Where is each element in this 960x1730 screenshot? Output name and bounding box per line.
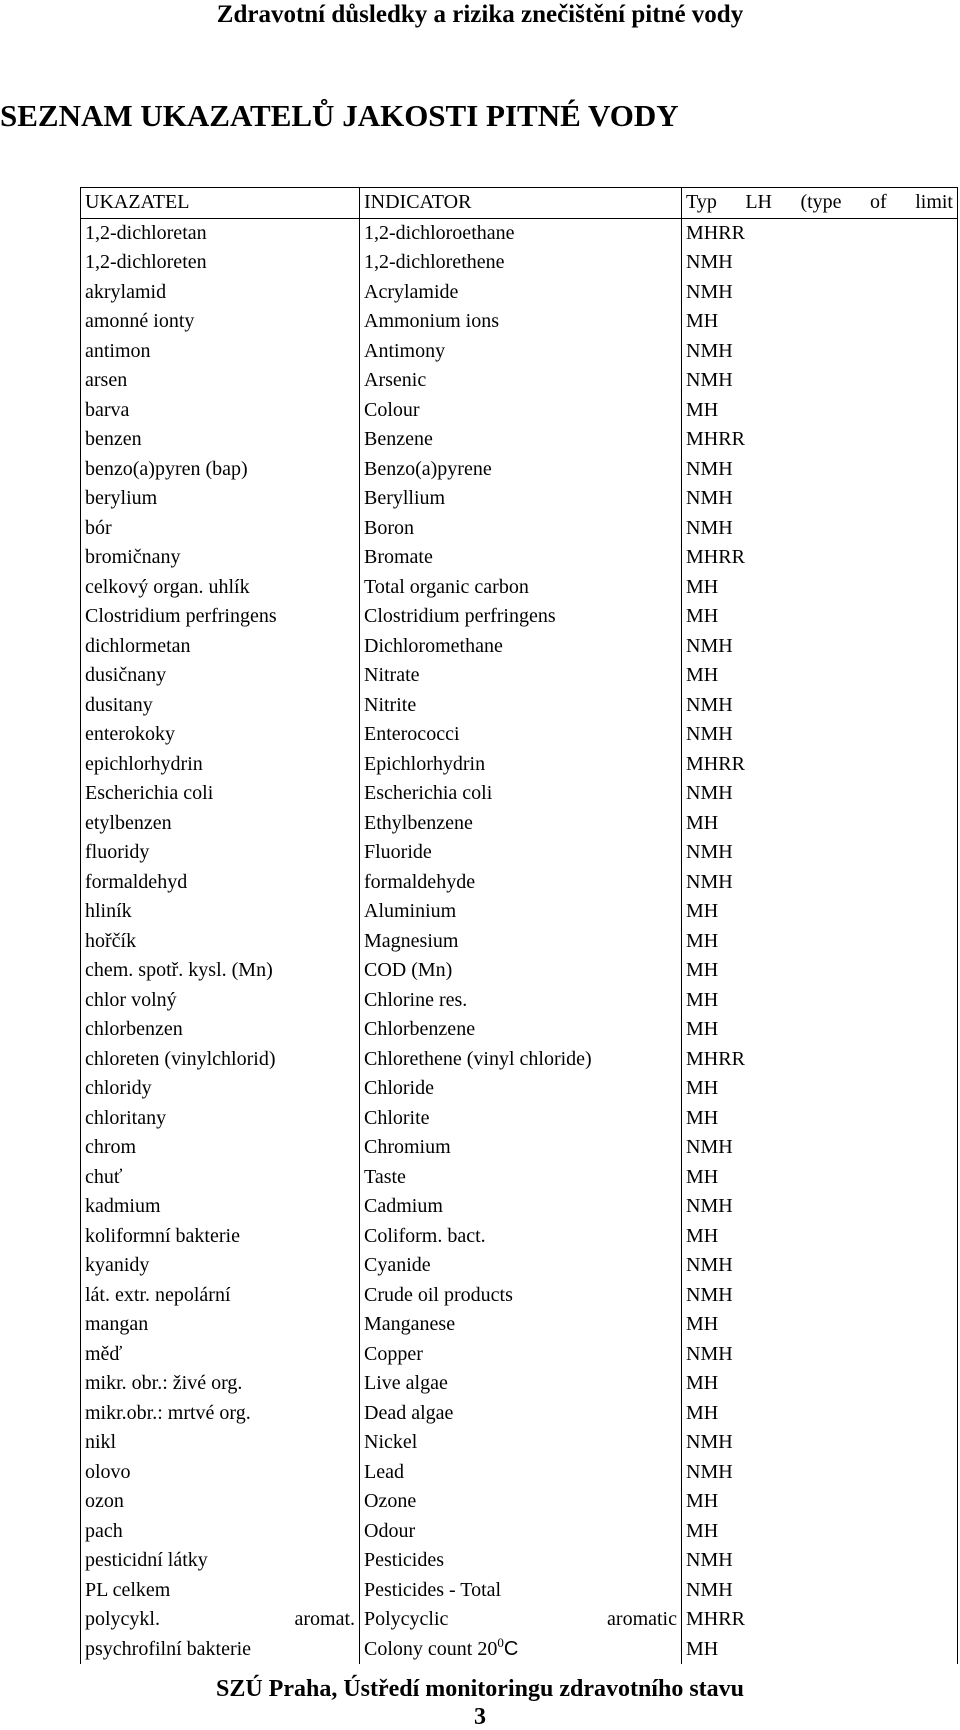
cell-ukazatel: arsen <box>81 366 360 396</box>
cell-indicator: Taste <box>360 1163 682 1193</box>
cell-ukazatel: chlor volný <box>81 986 360 1016</box>
column-header-indicator: INDICATOR <box>360 188 682 219</box>
cell-indicator: Fluoride <box>360 838 682 868</box>
cell-indicator: Chlorine res. <box>360 986 682 1016</box>
cell-ukazatel: Escherichia coli <box>81 779 360 809</box>
cell-ukazatel: enterokoky <box>81 720 360 750</box>
section-title: SEZNAM UKAZATELŮ JAKOSTI PITNÉ VODY <box>0 98 679 133</box>
cell-indicator: Enterococci <box>360 720 682 750</box>
cell-type: NMH <box>682 1546 958 1576</box>
column-header-type-word: Typ <box>686 191 717 213</box>
superscript-degree: 0 <box>497 1634 504 1650</box>
cell-ukazatel: formaldehyd <box>81 868 360 898</box>
cell-indicator: Ethylbenzene <box>360 809 682 839</box>
cell-type: MH <box>682 809 958 839</box>
column-header-ukazatel: UKAZATEL <box>81 188 360 219</box>
celsius-unit: C <box>503 1637 519 1660</box>
cell-ukazatel: PL celkem <box>81 1576 360 1606</box>
cell-ukazatel: kyanidy <box>81 1251 360 1281</box>
cell-ukazatel: amonné ionty <box>81 307 360 337</box>
cell-type: NMH <box>682 1281 958 1311</box>
page-header: Zdravotní důsledky a rizika znečištění pitné vody <box>216 1 744 28</box>
cell-text: Colony count 20 <box>364 1637 498 1660</box>
cell-type: NMH <box>682 1428 958 1458</box>
cell-indicator: Cadmium <box>360 1192 682 1222</box>
cell-indicator: Coliform. bact. <box>360 1222 682 1252</box>
cell-type: NMH <box>682 514 958 544</box>
cell-indicator: Dead algae <box>360 1399 682 1429</box>
cell-indicator: 1,2-dichloroethane <box>360 218 682 248</box>
cell-type: NMH <box>682 632 958 662</box>
cell-indicator: Arsenic <box>360 366 682 396</box>
cell-indicator: Cyanide <box>360 1251 682 1281</box>
footer-organization: SZÚ Praha, Ústředí monitoringu zdravotního stavu <box>215 1676 745 1702</box>
cell-type: MH <box>682 1104 958 1134</box>
cell-indicator: Magnesium <box>360 927 682 957</box>
cell-ukazatel: hliník <box>81 897 360 927</box>
cell-text: aromat. <box>294 1608 355 1630</box>
cell-ukazatel: mikr. obr.: živé org. <box>81 1369 360 1399</box>
cell-text: Polycyclic <box>364 1608 449 1630</box>
cell-ukazatel: ozon <box>81 1487 360 1517</box>
cell-indicator: Pesticides - Total <box>360 1576 682 1606</box>
cell-indicator: Chloride <box>360 1074 682 1104</box>
cell-ukazatel: 1,2-dichloreten <box>81 248 360 278</box>
cell-ukazatel: chem. spotř. kysl. (Mn) <box>81 956 360 986</box>
cell-type: MHRR <box>682 1045 958 1075</box>
cell-type: NMH <box>682 779 958 809</box>
cell-type: MHRR <box>682 750 958 780</box>
cell-type: MH <box>682 956 958 986</box>
cell-indicator: Boron <box>360 514 682 544</box>
cell-ukazatel: dusitany <box>81 691 360 721</box>
cell-type: NMH <box>682 1251 958 1281</box>
cell-ukazatel: pesticidní látky <box>81 1546 360 1576</box>
cell-type: MH <box>682 573 958 603</box>
cell-ukazatel: mangan <box>81 1310 360 1340</box>
cell-indicator: Nitrite <box>360 691 682 721</box>
cell-ukazatel: benzen <box>81 425 360 455</box>
cell-ukazatel: chuť <box>81 1163 360 1193</box>
cell-type: MHRR <box>682 1605 958 1635</box>
cell-indicator: Ammonium ions <box>360 307 682 337</box>
cell-indicator: Colour <box>360 396 682 426</box>
cell-type: MH <box>682 897 958 927</box>
cell-ukazatel: celkový organ. uhlík <box>81 573 360 603</box>
cell-type: MH <box>682 1517 958 1547</box>
cell-ukazatel: chloreten (vinylchlorid) <box>81 1045 360 1075</box>
cell-ukazatel: etylbenzen <box>81 809 360 839</box>
cell-indicator: Lead <box>360 1458 682 1488</box>
cell-indicator: Chlorethene (vinyl chloride) <box>360 1045 682 1075</box>
cell-indicator: Total organic carbon <box>360 573 682 603</box>
cell-indicator: Aluminium <box>360 897 682 927</box>
cell-type: NMH <box>682 248 958 278</box>
cell-ukazatel: berylium <box>81 484 360 514</box>
cell-type: MH <box>682 1222 958 1252</box>
cell-indicator: Clostridium perfringens <box>360 602 682 632</box>
cell-indicator: Nitrate <box>360 661 682 691</box>
cell-text: polycykl. <box>85 1608 160 1630</box>
cell-ukazatel: bór <box>81 514 360 544</box>
cell-ukazatel: benzo(a)pyren (bap) <box>81 455 360 485</box>
column-header-type-word: (type <box>800 191 842 213</box>
cell-type: NMH <box>682 691 958 721</box>
cell-type: NMH <box>682 1576 958 1606</box>
cell-indicator: Nickel <box>360 1428 682 1458</box>
cell-ukazatel: lát. extr. nepolární <box>81 1281 360 1311</box>
cell-type: MH <box>682 1074 958 1104</box>
cell-type: MH <box>682 1635 958 1665</box>
cell-ukazatel: mikr.obr.: mrtvé org. <box>81 1399 360 1429</box>
cell-type: NMH <box>682 278 958 308</box>
cell-type: NMH <box>682 720 958 750</box>
cell-type: MHRR <box>682 543 958 573</box>
cell-indicator: Odour <box>360 1517 682 1547</box>
cell-type: NMH <box>682 455 958 485</box>
cell-ukazatel: 1,2-dichloretan <box>81 218 360 248</box>
cell-indicator: Acrylamide <box>360 278 682 308</box>
cell-type: NMH <box>682 366 958 396</box>
column-header-type-word: limit <box>915 191 953 213</box>
cell-indicator: Chlorbenzene <box>360 1015 682 1045</box>
cell-ukazatel: akrylamid <box>81 278 360 308</box>
cell-type: NMH <box>682 1133 958 1163</box>
cell-ukazatel: koliformní bakterie <box>81 1222 360 1252</box>
cell-indicator: Epichlorhydrin <box>360 750 682 780</box>
cell-type: MH <box>682 986 958 1016</box>
cell-type: NMH <box>682 868 958 898</box>
cell-type: MH <box>682 1399 958 1429</box>
cell-indicator: Dichloromethane <box>360 632 682 662</box>
cell-indicator: Copper <box>360 1340 682 1370</box>
cell-type: MH <box>682 927 958 957</box>
cell-ukazatel: Clostridium perfringens <box>81 602 360 632</box>
cell-ukazatel: epichlorhydrin <box>81 750 360 780</box>
cell-type: NMH <box>682 1192 958 1222</box>
cell-type: MH <box>682 602 958 632</box>
cell-ukazatel: olovo <box>81 1458 360 1488</box>
cell-type: MH <box>682 396 958 426</box>
cell-indicator: Chlorite <box>360 1104 682 1134</box>
cell-type: MH <box>682 1015 958 1045</box>
page-number: 3 <box>474 1704 486 1730</box>
cell-indicator: Chromium <box>360 1133 682 1163</box>
cell-indicator: Benzene <box>360 425 682 455</box>
cell-type: MH <box>682 661 958 691</box>
cell-indicator: formaldehyde <box>360 868 682 898</box>
cell-ukazatel: dichlormetan <box>81 632 360 662</box>
cell-indicator: Ozone <box>360 1487 682 1517</box>
cell-type: NMH <box>682 1458 958 1488</box>
cell-indicator: Escherichia coli <box>360 779 682 809</box>
cell-type: NMH <box>682 838 958 868</box>
cell-type: MHRR <box>682 218 958 248</box>
cell-indicator: COD (Mn) <box>360 956 682 986</box>
cell-ukazatel: měď <box>81 1340 360 1370</box>
cell-type: MH <box>682 1487 958 1517</box>
column-header-type-word: of <box>870 191 887 213</box>
cell-indicator: 1,2-dichlorethene <box>360 248 682 278</box>
cell-ukazatel: chloritany <box>81 1104 360 1134</box>
cell-ukazatel: dusičnany <box>81 661 360 691</box>
cell-ukazatel: barva <box>81 396 360 426</box>
cell-indicator: Bromate <box>360 543 682 573</box>
column-header-type-word: LH <box>745 191 772 213</box>
cell-type: MHRR <box>682 425 958 455</box>
cell-type: MH <box>682 1163 958 1193</box>
cell-indicator: Antimony <box>360 337 682 367</box>
cell-ukazatel: psychrofilní bakterie <box>81 1635 360 1665</box>
cell-ukazatel: hořčík <box>81 927 360 957</box>
cell-indicator: Pesticides <box>360 1546 682 1576</box>
cell-ukazatel: chlorbenzen <box>81 1015 360 1045</box>
cell-type: NMH <box>682 337 958 367</box>
cell-ukazatel: antimon <box>81 337 360 367</box>
cell-ukazatel: pach <box>81 1517 360 1547</box>
cell-ukazatel: chrom <box>81 1133 360 1163</box>
cell-ukazatel: fluoridy <box>81 838 360 868</box>
cell-text: aromatic <box>607 1608 677 1630</box>
cell-indicator: Crude oil products <box>360 1281 682 1311</box>
cell-type: NMH <box>682 1340 958 1370</box>
cell-type: NMH <box>682 484 958 514</box>
cell-ukazatel: chloridy <box>81 1074 360 1104</box>
cell-ukazatel: kadmium <box>81 1192 360 1222</box>
cell-indicator: Benzo(a)pyrene <box>360 455 682 485</box>
cell-ukazatel: bromičnany <box>81 543 360 573</box>
cell-indicator: Beryllium <box>360 484 682 514</box>
cell-indicator: Live algae <box>360 1369 682 1399</box>
cell-ukazatel: nikl <box>81 1428 360 1458</box>
cell-indicator: Manganese <box>360 1310 682 1340</box>
cell-type: MH <box>682 1310 958 1340</box>
cell-type: MH <box>682 307 958 337</box>
cell-type: MH <box>682 1369 958 1399</box>
